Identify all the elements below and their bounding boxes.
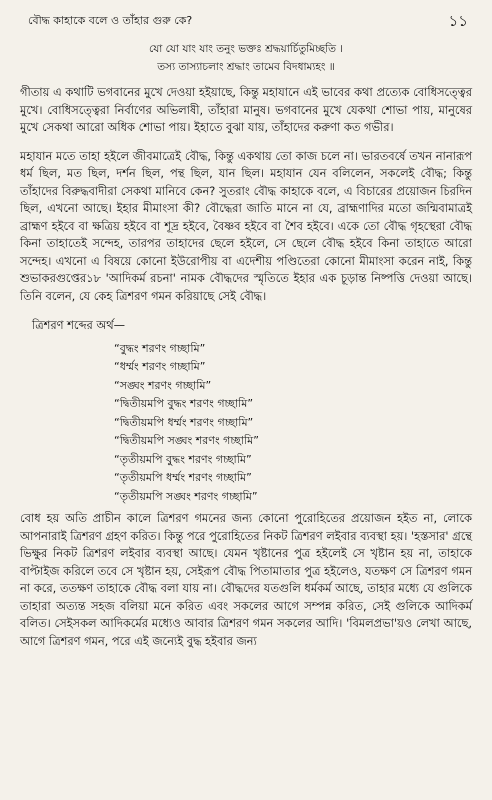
paragraph-2: মহাযান মতে তাহা হইলে জীবমাত্রেই বৌদ্ধ, কিন্তু একথায় তো কাজ চলে না। ভারতবর্ষে তখন নানারূপ ধর্ম ছিল, মত ছিল, দর্শন ছিল, পন্থ ছিল, যান ছিল। মহাযান যেন বলিলেন, সকলেই বৌদ্ধ; কিন্তু তাঁহাদের বিরুদ্ধবাদীরা সেকথা মানিবে কেন? সুতরাং বৌদ্ধ কাহাকে বলে, এ বিচারের প্রয়োজন চিরদিন ছিল, এখনো আছে। ইহার মীমাংসা কী? বৌদ্ধেরা জাতি মানে না যে, ব্রাহ্মণাদির মতো জন্মিবামাত্রই ব্রাহ্মণ হইবে বা ক্ষত্রিয় হইবে বা শূদ্র হইবে, বৈষ্ণব হইবে বা শৈব হইবে। একে তো বৌদ্ধ গৃহস্থেরা বৌদ্ধ কিনা তাহাতেই সন্দেহ, তারপর তাহাদের ছেলে হইলে, সে ছেলে বৌদ্ধ হইবে কিনা তাহাতে আরো সন্দেহ। এখনো এ বিষয়ে কোনো ইউরোপীয় বা এদেশীয় পণ্ডিতেরা কোনো মীমাংসা করেন নাই, কিন্তু শুভাকরগুপ্তের১৮ 'আদিকর্ম রচনা' নামক বৌদ্ধদের স্মৃতিতে ইহার এক চূড়ান্ত নিষ্পত্তি দেওয়া আছে। তিনি বলেন, যে কেহ ত্রিশরণ গমন করিয়াছে সেই বৌদ্ধ। [20, 148, 472, 303]
mantra-line: “দ্বিতীয়মপি ধর্ম্মং শরণং গচ্ছামি” [114, 415, 254, 429]
trisharan-heading: ত্রিশরণ শব্দের অর্থ— [32, 317, 125, 332]
mantra-line: “তৃতীয়মপি বুদ্ধং শরণং গচ্ছামি” [114, 452, 252, 466]
trisharan-list [20, 340, 472, 507]
mantra-line: “দ্বিতীয়মপি বুদ্ধং শরণং গচ্ছামি” [114, 397, 254, 411]
verse-line-2: তস্য তাস্যাচলাং শ্রদ্ধাং তামেব বিদধাম্যহং ॥ [157, 61, 335, 73]
mantra-line: “তৃতীয়মপি সঙ্ঘং শরণং গচ্ছামি” [114, 489, 258, 503]
mantra-line: “ধর্ম্মং শরণং গচ্ছামি” [114, 360, 206, 374]
mantra-line: “বুদ্ধং শরণং গচ্ছামি” [114, 341, 206, 355]
running-title: বৌদ্ধ কাহাকে বলে ও তাঁহার গুরু কে? [28, 14, 193, 27]
paragraph-3: বোধ হয় অতি প্রাচীন কালে ত্রিশরণ গমনের জন্য কোনো পুরোহিতের প্রয়োজন হইত না, লোকে আপনারাই ত্রিশরণ গ্রহণ করিত। কিন্তু পরে পুরোহিতের নিকট ত্রিশরণ লইবার ব্যবস্থা হয়। 'হস্তসার' গ্রন্থে ভিক্ষুর নিকট ত্রিশরণ লইবার ব্যবস্থা আছে। যেমন খৃষ্টানের পুত্র হইলেই সে খৃষ্টান হয় না, তাহাকে বাপ্টাইজ করিলে তবে সে খৃষ্টান হয়, সেইরূপ বৌদ্ধ পিতামাতার পুত্র হইলেও, যতক্ষণ সে ত্রিশরণ গমন না করে, ততক্ষণ তাহাকে বৌদ্ধ বলা যায় না। বৌদ্ধদের যতগুলি ধর্মকর্ম আছে, তাহার মধ্যে যে গুলিকে তাহারা অত্যন্ত সহজ বলিয়া মনে করিত এবং সকলের আগে সম্পন্ন করিত, সেই গুলিকে আদিকর্ম বলিত। সেইসকল আদিকর্মের মধ্যেও আবার ত্রিশরণ গমন সকলের আদি। 'বিমলপ্রভা'য়ও লেখা আছে, আগে ত্রিশরণ গমন, পরে এই জন্যেই বুদ্ধ হইবার জন্য [20, 511, 472, 648]
sanskrit-verse [20, 40, 472, 76]
mantra-line: “সঙ্ঘং শরণং গচ্ছামি” [114, 378, 212, 392]
paragraph-1: গীতায় এ কথাটি ভগবানের মুখে দেওয়া হইয়াছে, কিন্তু মহাযানে এই ভাবের কথা প্রত্যেক বোধিসত্ত্বের মুখে। বোধিসত্ত্বেরা নির্বাণের অভিলাষী, তাঁহারা মানুষ। ভগবানের মুখে যেকথা শোভা পায়, মানুষের মুখে সেকথা আরো অধিক শোভা পায়। ইহাতে বুঝা যায়, তাঁহাদের করুণা কত গভীর। [20, 85, 472, 134]
page-header [20, 10, 472, 36]
mantra-line: “তৃতীয়মপি ধর্ম্মং শরণং গচ্ছামি” [114, 471, 252, 485]
mantra-line: “দ্বিতীয়মপি সঙ্ঘং শরণং গচ্ছামি” [114, 434, 259, 448]
page-number: ১১ [448, 12, 468, 30]
verse-line-1: যো যো যাং যাং তনুং ভক্তঃ শ্রদ্ধয়ার্চিতুমিচ্ছতি । [148, 43, 344, 55]
